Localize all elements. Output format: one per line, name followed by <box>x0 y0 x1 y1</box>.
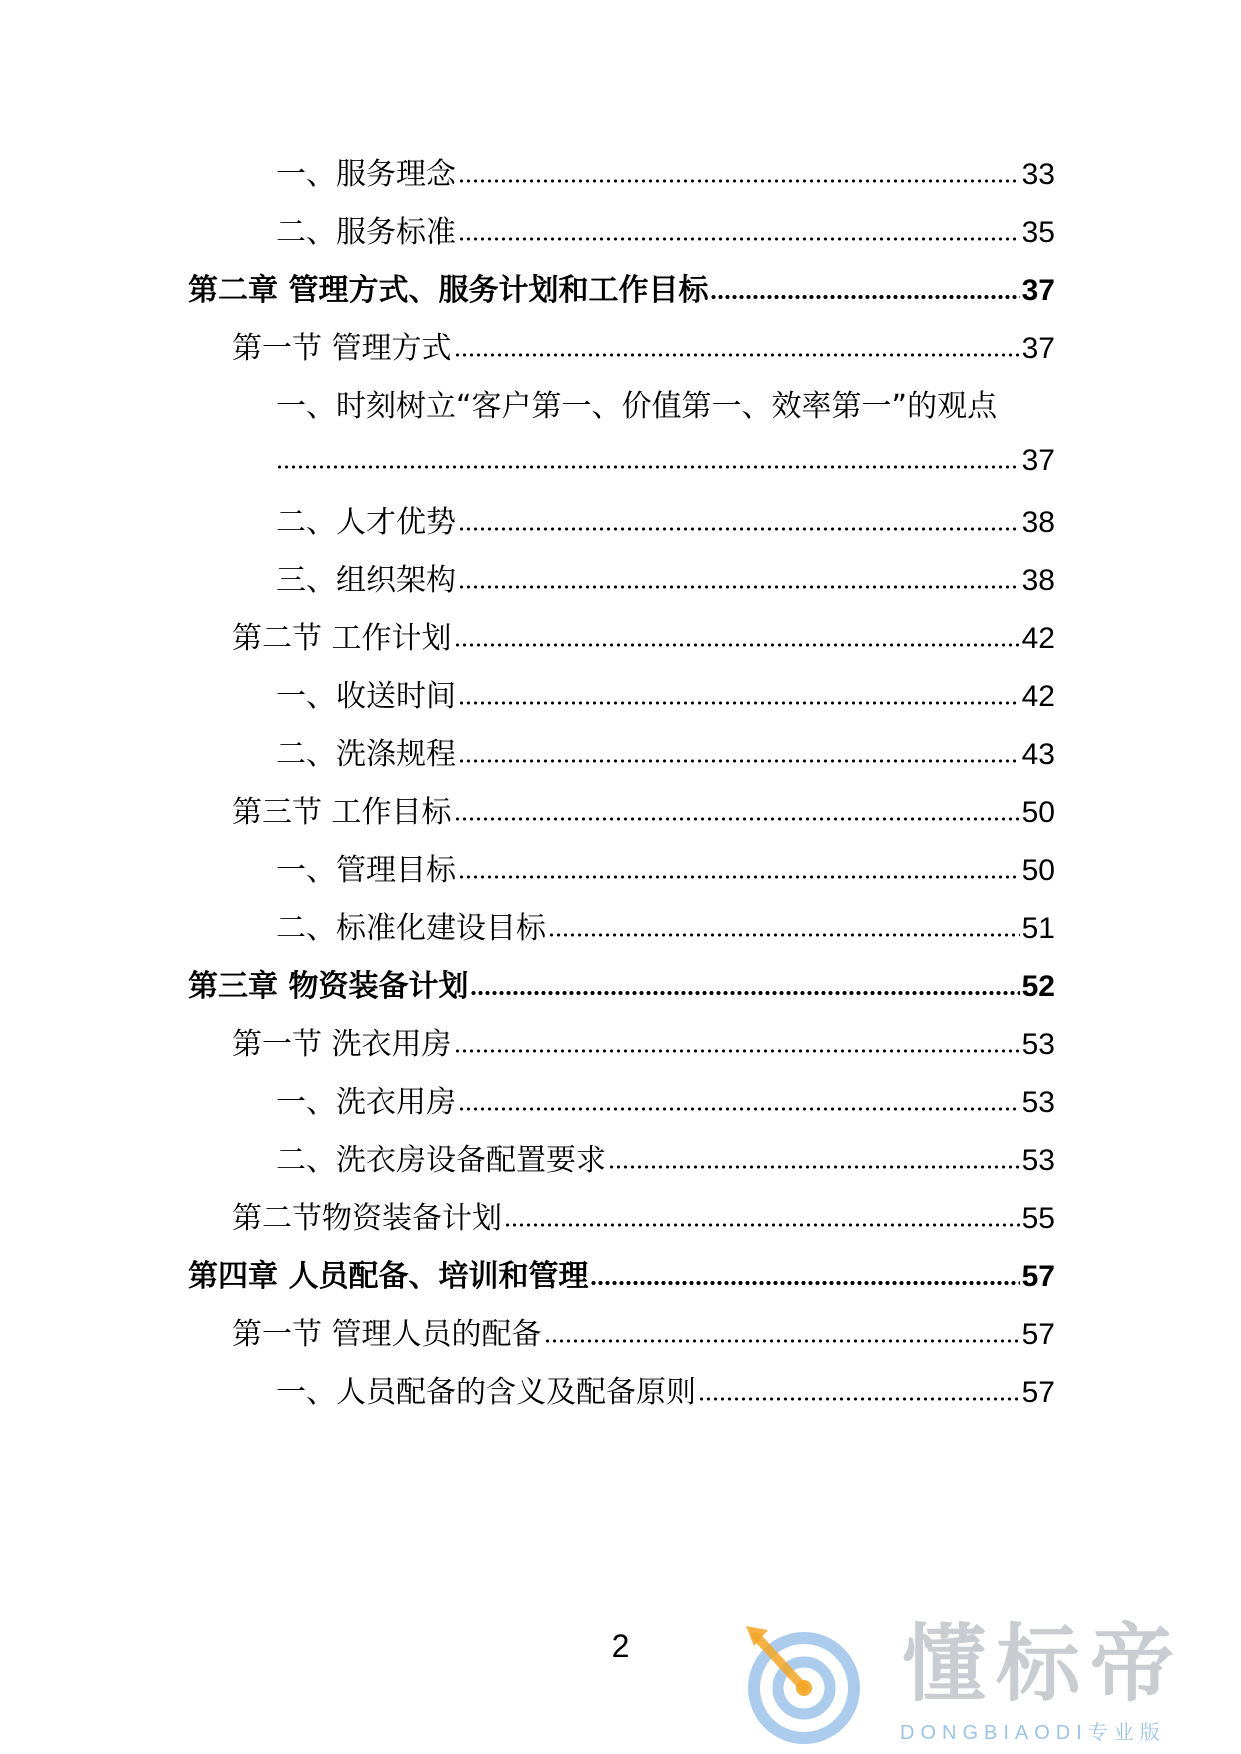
dot-leader <box>276 461 1020 473</box>
toc-entry-page: 42 <box>1021 622 1055 655</box>
toc-entry-page: 42 <box>1021 680 1055 713</box>
toc-entry-title: 二、服务标准 <box>276 215 456 250</box>
toc-entry[interactable] <box>276 851 1055 891</box>
toc-entry-title: 一、时刻树立“客户第一、价值第一、效率第一”的观点 <box>276 389 998 424</box>
toc-entry-page: 57 <box>1021 1318 1055 1351</box>
toc-entry[interactable] <box>276 387 997 427</box>
toc-entry-title: 一、管理目标 <box>276 853 456 888</box>
dot-leader <box>590 1277 1019 1289</box>
dot-leader <box>548 929 1020 941</box>
watermark-subtitle: DONGBIAODI专业版 <box>900 1722 1166 1744</box>
toc-entry-page: 50 <box>1021 796 1055 829</box>
toc-entry-continuation[interactable] <box>276 441 1055 481</box>
toc-entry-title: 三、组织架构 <box>276 563 456 598</box>
toc-entry-title: 第四章 人员配备、培训和管理 <box>188 1259 589 1294</box>
dot-leader <box>454 349 1020 361</box>
toc-entry-page: 53 <box>1021 1144 1055 1177</box>
watermark <box>742 1612 1222 1752</box>
dot-leader <box>710 291 1019 303</box>
toc-entry-title: 一、服务理念 <box>276 157 456 192</box>
toc-entry-page: 33 <box>1021 158 1055 191</box>
toc-entry-page: 50 <box>1021 854 1055 887</box>
toc-entry-title: 第一节 洗衣用房 <box>232 1027 452 1062</box>
toc-entry-page: 57 <box>1021 1376 1055 1409</box>
target-arrow-icon <box>742 1616 872 1746</box>
toc-section-entry[interactable] <box>232 1315 1055 1355</box>
toc-entry-title: 第一节 管理人员的配备 <box>232 1317 542 1352</box>
dot-leader <box>470 987 1019 999</box>
toc-entry-title: 二、洗涤规程 <box>276 737 456 772</box>
dot-leader <box>504 1219 1020 1231</box>
dot-leader <box>454 639 1020 651</box>
dot-leader <box>458 871 1020 883</box>
toc-section-entry[interactable] <box>232 1199 1055 1239</box>
dot-leader <box>458 755 1020 767</box>
toc-entry-title: 第一节 管理方式 <box>232 331 452 366</box>
dot-leader <box>458 175 1020 187</box>
toc-entry-title: 第二章 管理方式、服务计划和工作目标 <box>188 273 709 308</box>
toc-entry[interactable] <box>276 561 1055 601</box>
toc-entry-title: 二、人才优势 <box>276 505 456 540</box>
toc-entry-title: 一、收送时间 <box>276 679 456 714</box>
toc-entry[interactable] <box>276 155 1055 195</box>
dot-leader <box>608 1161 1020 1173</box>
toc-entry[interactable] <box>276 677 1055 717</box>
dot-leader <box>458 581 1020 593</box>
toc-entry-page: 35 <box>1021 216 1055 249</box>
toc-section-entry[interactable] <box>232 329 1055 369</box>
toc-entry-title: 第三节 工作目标 <box>232 795 452 830</box>
toc-section-entry[interactable] <box>232 619 1055 659</box>
toc-entry-page: 37 <box>1021 444 1055 477</box>
toc-entry[interactable] <box>276 909 1055 949</box>
dot-leader <box>458 233 1020 245</box>
dot-leader <box>458 523 1020 535</box>
dot-leader <box>544 1335 1020 1347</box>
toc-entry-title: 第二节物资装备计划 <box>232 1201 502 1236</box>
toc-chapter-entry[interactable] <box>188 271 1055 311</box>
toc-entry-page: 57 <box>1021 1260 1055 1293</box>
dot-leader <box>454 813 1020 825</box>
toc-entry-page: 37 <box>1021 274 1055 307</box>
toc-entry-page: 37 <box>1021 332 1055 365</box>
dot-leader <box>458 697 1020 709</box>
toc-entry-page: 52 <box>1021 970 1055 1003</box>
toc-entry-title: 一、洗衣用房 <box>276 1085 456 1120</box>
toc-entry[interactable] <box>276 1083 1055 1123</box>
toc-entry[interactable] <box>276 1373 1055 1413</box>
toc-entry-page: 38 <box>1021 564 1055 597</box>
toc-entry-page: 53 <box>1021 1028 1055 1061</box>
toc-entry-title: 一、人员配备的含义及配备原则 <box>276 1375 696 1410</box>
toc-entry-page: 43 <box>1021 738 1055 771</box>
toc-section-entry[interactable] <box>232 1025 1055 1065</box>
toc-entry-page: 51 <box>1021 912 1055 945</box>
toc-entry-page: 53 <box>1021 1086 1055 1119</box>
toc-chapter-entry[interactable] <box>188 1257 1055 1297</box>
toc-entry[interactable] <box>276 503 1055 543</box>
toc-entry-title: 第二节 工作计划 <box>232 621 452 656</box>
toc-chapter-entry[interactable] <box>188 967 1055 1007</box>
toc-entry[interactable] <box>276 213 1055 253</box>
toc-entry[interactable] <box>276 735 1055 775</box>
toc-entry-page: 55 <box>1021 1202 1055 1235</box>
page-number: 2 <box>611 1628 630 1664</box>
toc-section-entry[interactable] <box>232 793 1055 833</box>
dot-leader <box>458 1103 1020 1115</box>
watermark-brand: 懂标帝 <box>902 1615 1185 1713</box>
toc-entry-title: 二、洗衣房设备配置要求 <box>276 1143 606 1178</box>
dot-leader <box>454 1045 1020 1057</box>
dot-leader <box>698 1393 1020 1405</box>
toc-entry[interactable] <box>276 1141 1055 1181</box>
toc-entry-page: 38 <box>1021 506 1055 539</box>
toc-entry-title: 第三章 物资装备计划 <box>188 969 469 1004</box>
toc-entry-title: 二、标准化建设目标 <box>276 911 546 946</box>
